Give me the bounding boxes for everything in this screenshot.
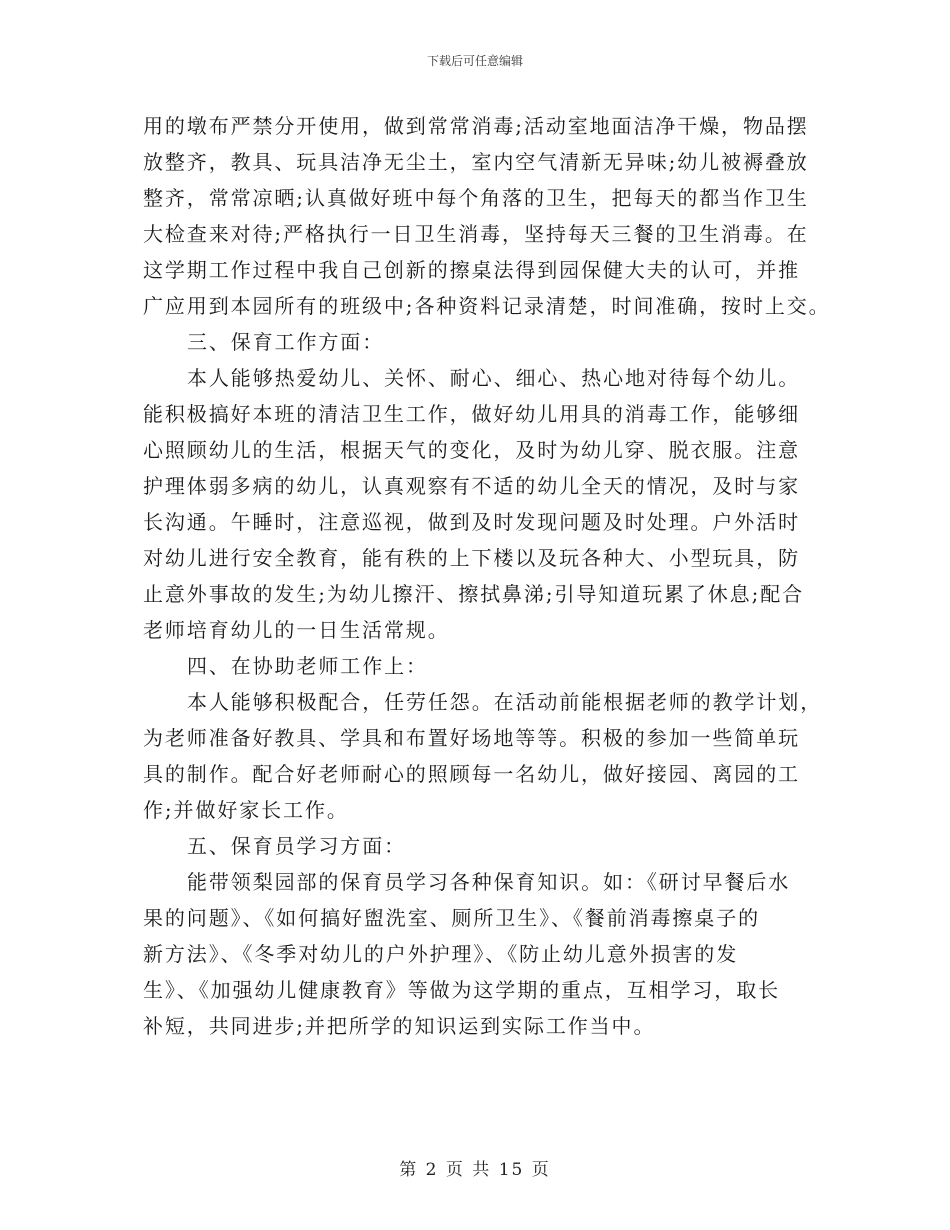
text-line: 生》、《加强幼儿健康教育》等做为这学期的重点，互相学习，取长: [143, 978, 780, 1002]
text-line: 放整齐，教具、玩具洁净无尘土，室内空气清新无异味;幼儿被褥叠放: [143, 150, 809, 174]
text-line: 补短，共同进步;并把所学的知识运到实际工作当中。: [143, 1014, 656, 1038]
text-line: 老师培育幼儿的一日生活常规。: [143, 618, 450, 642]
page-header: 下载后可任意编辑: [426, 54, 523, 68]
text-line: 护理体弱多病的幼儿，认真观察有不适的幼儿全天的情况，及时与家: [143, 474, 800, 498]
text-line: 具的制作。配合好老师耐心的照顾每一名幼儿，做好接园、离园的工: [143, 762, 800, 786]
text-line: 用的墩布严禁分开使用，做到常常消毒;活动室地面洁净干燥，物品摆: [143, 114, 809, 138]
text-line: 果的问题》、《如何搞好盥洗室、厕所卫生》、《餐前消毒擦桌子的: [143, 906, 760, 930]
page-number: 第 2 页 共 15 页: [399, 1160, 551, 1180]
text-line: 广应用到本园所有的班级中;各种资料记录清楚，时间准确，按时上交。: [143, 294, 831, 318]
text-line: 五、保育员学习方面：: [187, 834, 406, 858]
text-line: 这学期工作过程中我自己创新的擦桌法得到园保健大夫的认可，并推: [143, 258, 800, 282]
text-line: 为老师准备好教具、学具和布置好场地等等。积极的参加一些简单玩: [143, 726, 800, 750]
text-line: 本人能够热爱幼儿、关怀、耐心、细心、热心地对待每个幼儿。: [187, 366, 801, 390]
text-line: 止意外事故的发生;为幼儿擦汗、擦拭鼻涕;引导知道玩累了休息;配合: [143, 582, 805, 606]
text-line: 大检查来对待;严格执行一日卫生消毒，坚持每天三餐的卫生消毒。在: [143, 222, 809, 246]
text-line: 四、在协助老师工作上：: [187, 654, 428, 678]
document-body: [143, 108, 833, 1044]
text-line: 心照顾幼儿的生活，根据天气的变化，及时为幼儿穿、脱衣服。注意: [143, 438, 800, 462]
text-line: 能积极搞好本班的清洁卫生工作，做好幼儿用具的消毒工作，能够细: [143, 402, 800, 426]
text-line: 作;并做好家长工作。: [143, 798, 349, 822]
text-line: 整齐，常常凉晒;认真做好班中每个角落的卫生，把每天的都当作卫生: [143, 186, 809, 210]
text-line: 三、保育工作方面：: [187, 330, 385, 354]
text-line: 能带领梨园部的保育员学习各种保育知识。如：《研讨早餐后水: [187, 870, 791, 894]
text-line: 本人能够积极配合，任劳任怨。在活动前能根据老师的教学计划，: [187, 690, 823, 714]
text-line: 对幼儿进行安全教育，能有秩的上下楼以及玩各种大、小型玩具，防: [143, 546, 800, 570]
text-line: 新方法》、《冬季对幼儿的户外护理》、《防止幼儿意外损害的发: [143, 942, 739, 966]
text-line: 长沟通。午睡时，注意巡视，做到及时发现问题及时处理。户外活时: [143, 510, 800, 534]
